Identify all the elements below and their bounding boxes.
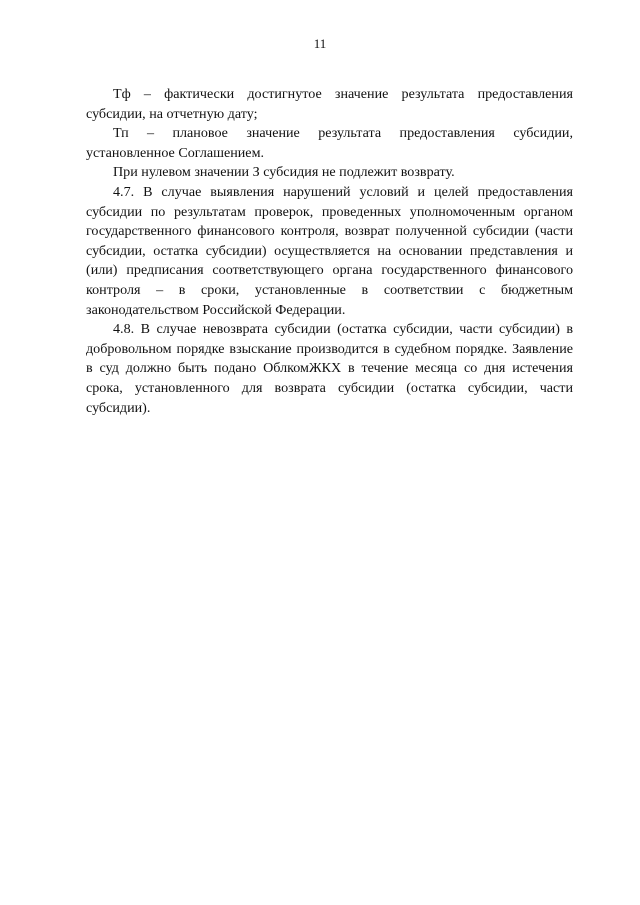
paragraph-section-4-7: 4.7. В случае выявления нарушений условий и целей предоставления субсидии по результатам проверок, проведенных уполномоченным органом государственного финансового контроля, возврат полученной субсидии (части субсидии, остатка субсидии) осуществляется на основании представления и (или) предписания соответствующего органа государственного финансового контроля – в сроки, установленные в соответствии с бюджетным законодательством Российской Федерации. — [86, 183, 573, 318]
document-body — [86, 85, 573, 418]
paragraph-zero-value-note: При нулевом значении З субсидия не подлежит возврату. — [113, 164, 455, 181]
paragraph-tp-definition: Тп – плановое значение результата предоставления субсидии, установленное Соглашением. — [86, 125, 573, 161]
paragraph-section-4-8: 4.8. В случае невозврата субсидии (остатка субсидии, части субсидии) в добровольном порядке взыскание производится в судебном порядке. Заявление в суд должно быть подано ОблкомЖКХ в течение месяца со дня истечения срока, установленного для возврата субсидии (остатка субсидии, части субсидии). — [86, 321, 573, 416]
page-number: 11 — [313, 36, 327, 51]
paragraph-tf-definition: Тф – фактически достигнутое значение результата предоставления субсидии, на отчетную дату; — [86, 86, 573, 122]
